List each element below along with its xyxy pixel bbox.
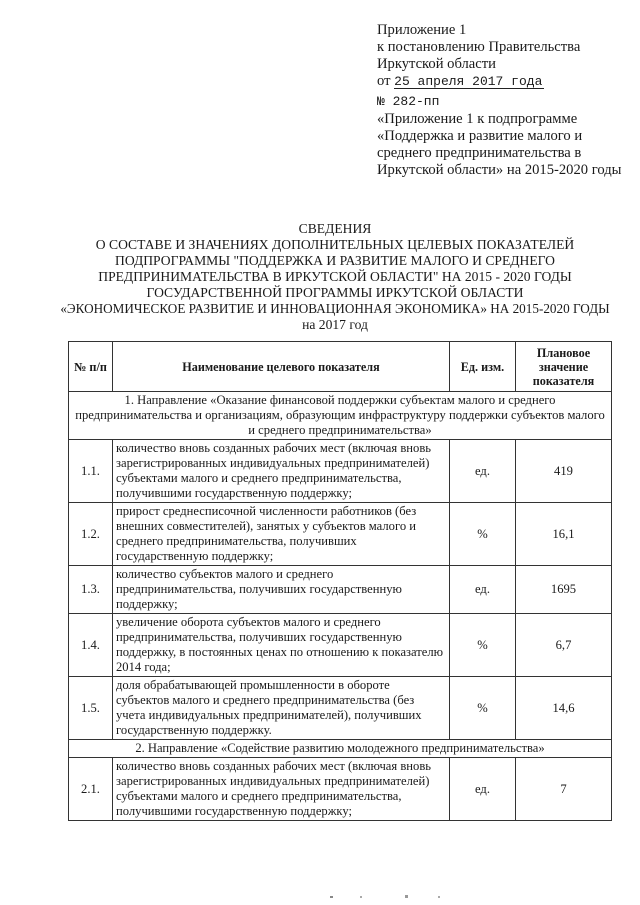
indicators-table [68,341,612,821]
row-name: количество вновь созданных рабочих мест (включая вновь зарегистрированных индивидуальных предпринимателей) субъектами малого и среднего предпринимательства, получившими государственную поддержку; [113,440,450,503]
header-name: Наименование целевого показателя [113,342,450,392]
decree-number: № 282-пп [377,94,440,109]
table-row [69,758,612,821]
table-row [69,503,612,566]
title-line: ГОСУДАРСТВЕННОЙ ПРОГРАММЫ ИРКУТСКОЙ ОБЛАСТИ [146,285,524,300]
row-name: доля обрабатывающей промышленности в обороте субъектов малого и среднего предпринимательства (без учета индивидуальных предпринимателей), получивших государственную поддержку. [113,677,450,740]
title-line: О СОСТАВЕ И ЗНАЧЕНИЯХ ДОПОЛНИТЕЛЬНЫХ ЦЕЛЕВЫХ ПОКАЗАТЕЛЕЙ [95,237,575,252]
row-unit: ед. [450,758,516,821]
row-value: 6,7 [516,614,612,677]
row-unit: ед. [450,566,516,614]
row-num: 1.5. [69,677,113,740]
section-title: 1. Направление «Оказание финансовой поддержки субъектам малого и среднего предпринимательства и организациям, образующим инфраструктуру поддержки субъектов малого и среднего предпринимательства» [69,392,612,440]
header-line: к постановлению Правительства [377,39,581,55]
row-value: 7 [516,758,612,821]
row-name: прирост среднесписочной численности работников (без внешних совместителей), занятых у субъектов малого и среднего предпринимательства, получивших государственную поддержку; [113,503,450,566]
title-line: ПОДПРОГРАММЫ "ПОДДЕРЖКА И РАЗВИТИЕ МАЛОГО И СРЕДНЕГО [115,253,555,268]
row-num: 2.1. [69,758,113,821]
header-line: Приложение 1 [377,22,467,38]
row-num: 1.4. [69,614,113,677]
table-row [69,566,612,614]
row-name: увеличение оборота субъектов малого и среднего предпринимательства, получивших государственную поддержку, в постоянных ценах по отношению к показателю 2014 года; [113,614,450,677]
document-header [377,22,627,179]
section-row [69,740,612,758]
header-value: Плановое значение показателя [516,342,612,392]
scan-artifact-marks [330,894,450,900]
row-value: 14,6 [516,677,612,740]
title-line: на 2017 год [302,317,368,332]
header-line: Иркутской области [377,56,496,72]
row-unit: % [450,614,516,677]
title-line: «ЭКОНОМИЧЕСКОЕ РАЗВИТИЕ И ИННОВАЦИОННАЯ ЭКОНОМИКА» НА 2015-2020 ГОДЫ [60,301,610,316]
date-value: 25 апреля 2017 года [394,74,543,89]
header-unit: Ед. изм. [450,342,516,392]
row-name: количество субъектов малого и среднего предпринимательства, получивших государственную поддержку; [113,566,450,614]
row-value: 1695 [516,566,612,614]
table-row [69,440,612,503]
header-date [377,73,627,90]
section-row [69,392,612,440]
row-value: 16,1 [516,503,612,566]
header-num: № п/п [69,342,113,392]
appendix-text: «Приложение 1 к подпрограмме «Поддержка и развитие малого и среднего предпринимательства в Иркутской области» на 2015-2020 годы [377,111,622,178]
row-unit: % [450,677,516,740]
row-value: 419 [516,440,612,503]
row-num: 1.3. [69,566,113,614]
title-line: ПРЕДПРИНИМАТЕЛЬСТВА В ИРКУТСКОЙ ОБЛАСТИ" НА 2015 - 2020 ГОДЫ [98,269,572,284]
document-title [40,221,630,333]
row-unit: % [450,503,516,566]
table-row [69,677,612,740]
date-prefix: от [377,73,391,89]
row-num: 1.2. [69,503,113,566]
row-unit: ед. [450,440,516,503]
table-row [69,614,612,677]
row-name: количество вновь созданных рабочих мест (включая вновь зарегистрированных индивидуальных предпринимателей) субъектами малого и среднего предпринимательства, получившими государственную поддержку; [113,758,450,821]
title-line: СВЕДЕНИЯ [298,221,372,236]
section-title: 2. Направление «Содействие развитию молодежного предпринимательства» [69,740,612,758]
row-num: 1.1. [69,440,113,503]
